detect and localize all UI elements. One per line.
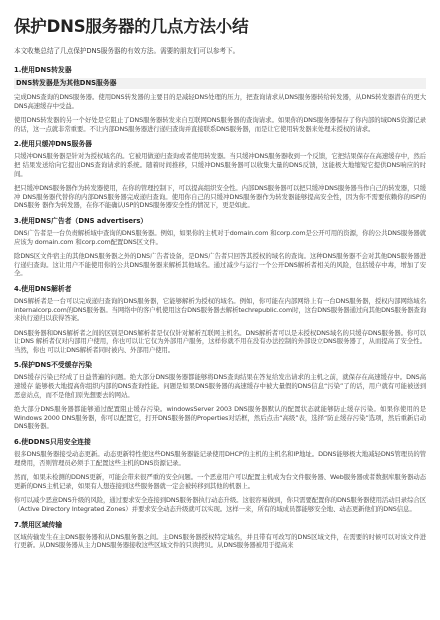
paragraph: DNS缓存污染已经成了日益普遍的问题。绝大部分DNS服务器都能够将DNS查询结果在答复给发出请求的主机之前，就保存在高速缓存中。DNS高速缓存 能够极大地提高你组织内部的DNS查询性能。问题是如果DNS服务器的高速缓存中被大量假的DNS信息“污染”了的话，用户就有可能被送到恶意站点，而不是他们原先想要去的网站。: [14, 373, 426, 399]
section-title: 6.使DDNS只用安全连接: [14, 438, 91, 447]
section-title: 4.使用DNS解析者: [14, 284, 72, 293]
section-5: [14, 360, 426, 431]
paragraph: 把只缓冲DNS服务器作为转发器使用，在你的管理控制下，可以提高组织安全性。内部DNS服务器可以把只缓冲DNS服务器当作自己的转发器，只缓冲 DNS服务器代替你的内部DNS服务器完成递归查询。使用你自己的只缓冲DNS服务器作为转发器能够提高安全性，因为你不需要依赖你的ISP的DNS服务 器作为转发器，在你不能确认ISP的DNS服务器安全性的情况下，更是如此。: [14, 184, 426, 210]
paragraph: DNS广告者是一台负责解析域中查询的DNS服务器。例如，如果你的主机对于domain.com 和corp.com是公开可用的资源，你的公共DNS服务器就应该为 domain.com 和corp.com配置DNS区文件。: [14, 228, 426, 246]
section-subheading: DNS转发器是为其他DNS服务器: [14, 78, 426, 89]
section-1: [14, 65, 426, 133]
paragraph: 绝大部分DNS服务器都能够通过配置阻止缓存污染。windowsServer 2003 DNS服务器默认的配置状态就能够防止缓存污染。如果你使用的是Windows 2000 DNS服务器，你可以配置它，打开DNS服务器的Properties对话框，然后点击“高级”表，选择“防止缓存污染”选项，然后重新启动DNS服务器。: [14, 405, 426, 431]
section-title: 1.使用DNS转发器: [14, 66, 72, 74]
section-title: 7.禁用区域传输: [14, 520, 63, 529]
paragraph: DNS服务器和DNS解析者之间的区别是DNS解析者是仅仅针对解析互联网主机名。DNS解析者可以是未授权DNS域名的只缓存DNS服务器。你可以让DNS 解析者仅对内部用户使用，你也可以让它仅为外部用户服务，这样你就不用在没有办法控制的外部设立DNS服务器了，从而提高了安全性。当然，你也 可以让DNS解析者同时被内、外部用户使用。: [14, 328, 426, 354]
paragraph: 完成DNS查询的DNS服务器。使用DNS转发器的主要目的是减轻DNS处理的压力，把查询请求从DNS服务器转给转发器，从DNS转发器潜在的更大DNS高速缓存中受益。: [14, 93, 426, 110]
section-title: 3.使用DNS广告者（DNS advertisers）: [14, 216, 148, 225]
paragraph: 除DNS区文件宿主的其他DNS服务器之外的DNS广告者设备，是DNS广告者只回答其授权的域名的查询。这种DNS服务器不会对其他DNS服务器进行递归查询。这让用户不能使用你的公共DNS服务器来解析其他域名。通过减少与运行一个公开DNS解析者相关的风险，包括缓存中毒，增加了安全。: [14, 252, 426, 278]
section-6: [14, 437, 426, 514]
article-intro: 本文收集总结了几点保护DNS服务器的有效方法。需要的朋友们可以参考下。: [14, 47, 240, 55]
paragraph: 很多DNS服务器接受动态更新。动态更新特性使这些DNS服务器能记录使用DHCP的主机的主机名和IP地址。DDNS能够极大地减轻DNS管理员的管理费用，否则管理员必须手工配置这些主机的DNS资源记录。: [14, 450, 426, 467]
section-3: [14, 216, 426, 278]
paragraph: DNS解析者是一台可以完成递归查询的DNS服务器，它能够解析为授权的域名。例如，你可能在内部网络上有一台DNS服务器，授权内部网络域名 internalcorp.com的DNS服务器。当网络中的客户机使用这台DNS服务器去解析techrepublic.com时，这台DNS服务器通过向其他DNS服务器查询来执行递归以获得答案。: [14, 296, 426, 323]
section-4: [14, 284, 426, 355]
section-title: 2.使用只缓冲DNS服务器: [14, 140, 92, 149]
section-title: 5.保护DNS不受缓存污染: [14, 361, 92, 370]
article-title: 保护DNS服务器的几点方法小结: [14, 17, 249, 36]
paragraph: 然而，如果未检测的DDNS更新，可能会带来很严重的安全问题。一个恶意用户可以配置主机成为台文件服务器、Web服务器或者数据库服务器动态更新的DNS主机记录，如果有人想连接到这些服务器就一定会被转移到其他的机器上。: [14, 473, 426, 490]
paragraph: 区域传输发生在主DNS服务器和从DNS服务器之间。主DNS服务器授权特定域名，并且带有可改写的DNS区域文件，在需要的时候可以对该文件进行更新。从DNS服务器从主力DNS服务器接收这些区域文件的只读拷贝。从DNS服务器被用于提高来: [14, 532, 426, 550]
section-7: [14, 520, 426, 550]
article-body: [14, 65, 426, 550]
section-2: [14, 139, 426, 210]
paragraph: 使用DNS转发器的另一个好处是它阻止了DNS服务器转发来自互联网DNS服务器的查询请求。如果你的DNS服务器保存了你内部的域DNS资源记录的话，这一点就非常重要。不让内部DNS服务器进行递归查询并直接联系DNS服务器，而是让它使用转发器来处理未授权的请求。: [14, 116, 426, 133]
paragraph: 只缓冲DNS服务器是针对为授权域名的。它被用做递归查询或者使用转发器。当只缓冲DNS服务器收到一个反馈，它把结果保存在高速缓存中，然后把 结果发送给向它提出DNS查询请求的系统。随着时间推移，只缓冲DNS服务器可以收集大量的DNS反馈，这能极大地缩短它提供DNS响应的时间。: [14, 152, 426, 178]
paragraph: 你可以减少恶意DNS升级的风险，通过要求安全连接到DNS服务器执行动态升级。这很容易做到，你只需要配置你的DNS服务器使用活动目录综合区（Active Directory Integrated Zones）并要求安全动态升级就可以实现。这样一来，所有的域成员都能够安全地、动态更新他们的DNS信息。: [14, 496, 426, 513]
